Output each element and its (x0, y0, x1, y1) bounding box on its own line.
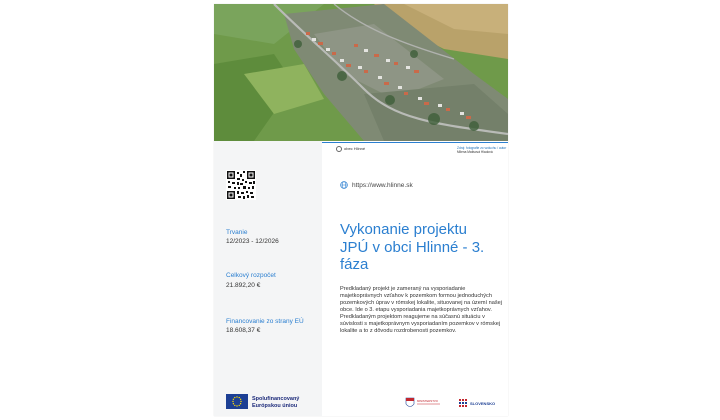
credit-line-2: Milena Matisová Hladová (457, 150, 493, 155)
globe-icon (340, 181, 348, 189)
duration-value: 12/2023 - 12/2026 (226, 238, 279, 245)
program-logo-text: SLOVENSKO (470, 401, 496, 406)
location-icon (336, 146, 342, 152)
ministry-logo-icon (404, 396, 444, 410)
eu-flag-icon (226, 394, 248, 409)
photo-credit (457, 146, 506, 155)
eu-funding-value: 18.608,37 € (226, 327, 261, 334)
qr-code-icon[interactable] (226, 170, 256, 200)
ministry-logo-text: MINISTERSTVO (417, 399, 438, 403)
website-url[interactable]: https://www.hlinne.sk (352, 181, 413, 189)
credit-line-1: Zdroj: fotografie zo vzduchu / autor (457, 146, 507, 150)
aerial-village-photo (214, 4, 508, 141)
eu-cofunding-text (252, 396, 299, 409)
accent-divider (322, 142, 508, 143)
photo-caption (336, 146, 365, 152)
duration-label: Trvanie (226, 229, 248, 236)
budget-label: Celkový rozpočet (226, 272, 276, 279)
project-description: Predkladaný projekt je zameraný na vysporiadanie majetkoprávnych vzťahov k pozemkom formou jednoduchých pozemkových úprav v rómskej lokalite, situovanej na území našej obce. Ide o 3. etapu vysporiadania majetkoprávnych vzťahov. Predkladaným projektom reagujeme na súčasnú situáciu v súvislosti s majetkoprávnym vysporiadaním pozemkov v rómskej lokalite a to z dôvodu rozdrobenosti pozemkov. (340, 286, 502, 334)
budget-value: 21.892,20 € (226, 282, 261, 289)
website-link[interactable] (340, 181, 413, 189)
eu-text-line-2: Európskou úniou (252, 402, 298, 409)
caption-place: obec Hlinné (344, 146, 366, 152)
project-title: Vykonanie projektu JPÚ v obci Hlinné - 3. fáza (340, 221, 485, 273)
eu-funding-label: Financovanie zo strany EÚ (226, 318, 304, 325)
project-poster (214, 4, 508, 416)
program-slovensko-logo-icon (458, 396, 502, 410)
eu-text-line-1: Spolufinancovaný (252, 396, 300, 402)
